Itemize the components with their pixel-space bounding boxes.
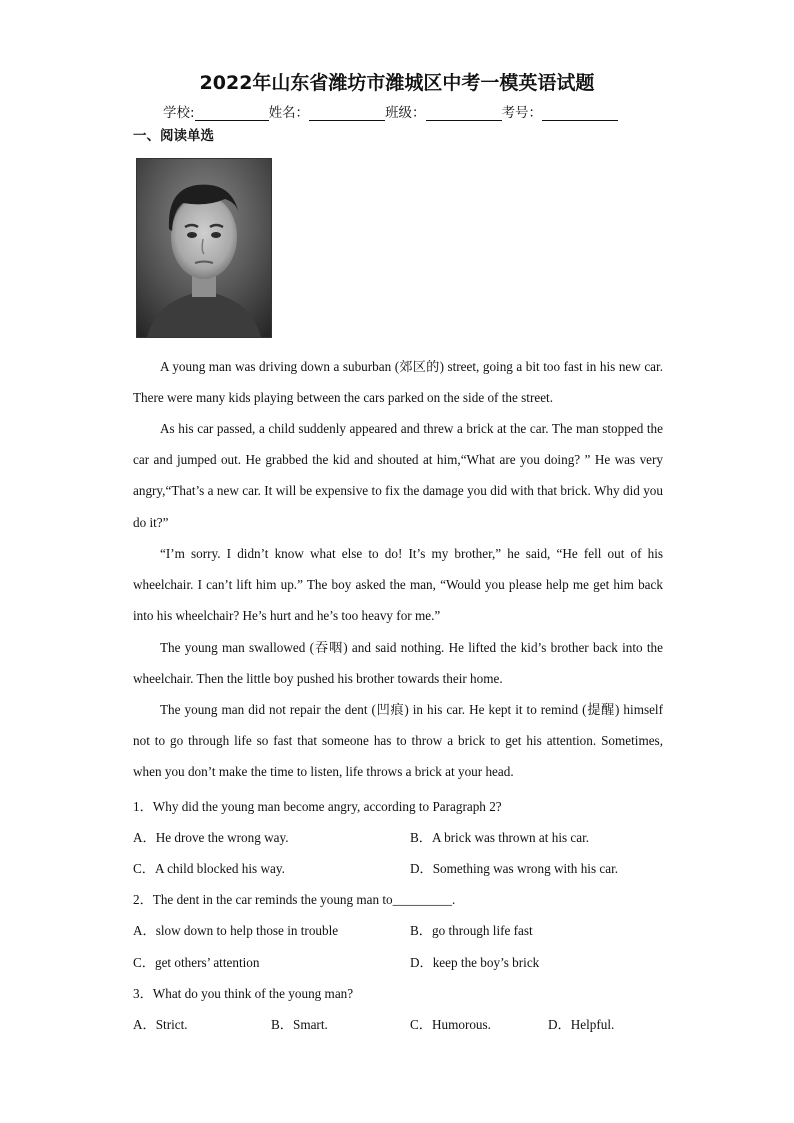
boy-photo [136, 158, 272, 338]
student-info-line [163, 101, 618, 121]
question-3-option-a[interactable]: A．Strict. [133, 1017, 188, 1032]
question-1-option-b[interactable]: B．A brick was thrown at his car. [410, 830, 590, 845]
question-1-option-d[interactable]: D．Something was wrong with his car. [410, 861, 619, 876]
paragraph-2-text: As his car passed, a child suddenly appeared and threw a brick at the car. The man stopped the car and jumped out. He grabbed the kid and shouted at him,“What are you doing? ” He was very angry,“That’s a new car. It will be expensive to fix the damage you did with that brick. Why did you do it?” [133, 421, 663, 530]
passage-paragraph-2 [133, 413, 663, 538]
passage-paragraph-1 [133, 351, 663, 413]
question-3-stem: 3．What do you think of the young man? [133, 986, 354, 1001]
page-title: 2022年山东省潍坊市潍城区中考一模英语试题 [199, 72, 595, 94]
school-blank [195, 106, 269, 121]
question-1-stem: 1．Why did the young man become angry, according to Paragraph 2? [133, 799, 502, 814]
question-3-option-c[interactable]: C．Humorous. [410, 1017, 491, 1032]
name-label: 姓名： [268, 105, 310, 121]
passage-paragraph-3 [133, 538, 663, 632]
passage-paragraph-5 [133, 694, 663, 788]
class-blank [426, 106, 502, 121]
question-3-option-b[interactable]: B．Smart. [271, 1017, 328, 1032]
question-1-option-a[interactable]: A．He drove the wrong way. [133, 830, 289, 845]
question-2-option-b[interactable]: B．go through life fast [410, 923, 533, 938]
boy-photo-illustration [137, 159, 271, 337]
question-2-stem: 2．The dent in the car reminds the young man to_________. [133, 892, 456, 907]
paragraph-3-text: “I’m sorry. I didn’t know what else to do! It’s my brother,” he said, “He fell out of his wheelchair. I can’t lift him up.” The boy asked the man, “Would you please help me get him back into his wheelchair? He’s hurt and he’s too heavy for me.” [133, 546, 663, 624]
exam-no-blank [542, 106, 618, 121]
paragraph-4-text: The young man swallowed (吞咽) and said nothing. He lifted the kid’s brother back into the wheelchair. Then the little boy pushed his brother towards their home. [133, 640, 663, 687]
paragraph-1-text: A young man was driving down a suburban (郊区的) street, going a bit too fast in his new car. There were many kids playing between the cars parked on the side of the street. [133, 359, 663, 406]
class-label: 班级： [385, 105, 426, 121]
exam-no-label: 考号： [501, 105, 543, 121]
paragraph-5-text: The young man did not repair the dent (凹痕) in his car. He kept it to remind (提醒) himself not to go through life so fast that someone has to throw a brick to get his attention. Sometimes, when you don’t make the time to listen, life throws a brick at your head. [133, 702, 663, 780]
question-1-option-c[interactable]: C．A child blocked his way. [133, 861, 285, 876]
question-3-option-d[interactable]: D．Helpful. [548, 1017, 615, 1032]
section-heading: 一、阅读单选 [133, 128, 214, 144]
passage-paragraph-4 [133, 632, 663, 694]
school-label: 学校: [163, 105, 195, 121]
question-2-option-c[interactable]: C．get others’ attention [133, 955, 260, 970]
question-2-option-d[interactable]: D．keep the boy’s brick [410, 955, 540, 970]
name-blank [309, 106, 385, 121]
question-2-option-a[interactable]: A．slow down to help those in trouble [133, 923, 339, 938]
